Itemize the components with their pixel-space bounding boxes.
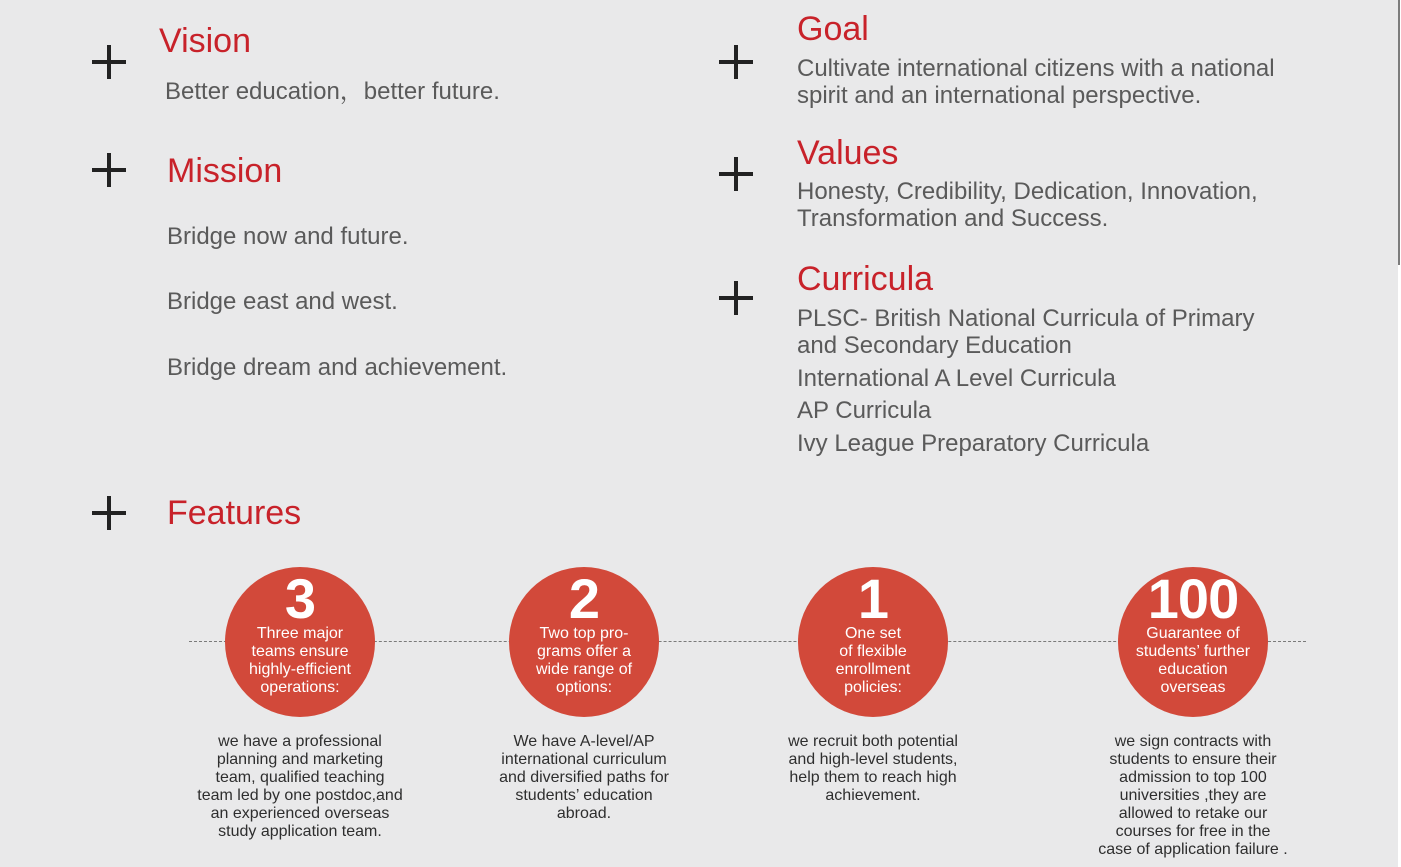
curricula-heading: Curricula: [797, 260, 934, 298]
curricula-line: and Secondary Education: [797, 332, 1072, 359]
feature-description: we recruit both potential and high-level students, help them to reach high achievement.: [788, 733, 958, 804]
goal-text-line: spirit and an international perspective.: [797, 82, 1202, 109]
values-text-line: Honesty, Credibility, Dedication, Innovation,: [797, 178, 1258, 205]
curricula-line: International A Level Curricula: [797, 365, 1116, 392]
feature-circle: [509, 567, 659, 717]
plus-icon: [92, 496, 126, 530]
feature-description: we sign contracts with students to ensure their admission to top 100 universities ,they are allowed to retake our courses for free in the case of application failure .: [1098, 733, 1288, 858]
values-text-line: Transformation and Success.: [797, 205, 1109, 232]
vision-text: Better education，better future.: [165, 78, 500, 105]
mission-heading: Mission: [167, 152, 283, 190]
feature-caption: Two top pro- grams offer a wide range of options:: [535, 625, 633, 696]
plus-icon: [92, 45, 126, 79]
features-heading: Features: [167, 494, 302, 532]
values-heading: Values: [797, 134, 899, 172]
feature-number: 100: [1147, 567, 1239, 630]
feature-circle: [1118, 567, 1268, 717]
vision-heading: Vision: [159, 22, 251, 60]
feature-description: we have a professional planning and marketing team, qualified teaching team led by one postdoc,and an experienced overseas study application team.: [197, 733, 403, 840]
plus-icon: [92, 153, 126, 187]
feature-number: 3: [284, 567, 316, 630]
feature-number: 1: [857, 567, 889, 630]
mission-item: Bridge dream and achievement.: [167, 354, 508, 381]
feature-circle: [225, 567, 375, 717]
goal-heading: Goal: [797, 10, 869, 48]
feature-description: We have A-level/AP international curriculum and diversified paths for students’ education abroad.: [499, 733, 669, 822]
plus-icon: [719, 157, 753, 191]
goal-text-line: Cultivate international citizens with a national: [797, 55, 1275, 82]
feature-circle: [798, 567, 948, 717]
mission-item: Bridge east and west.: [167, 288, 398, 315]
plus-icon: [719, 281, 753, 315]
feature-caption: Guarantee of students’ further education overseas: [1135, 625, 1251, 696]
curricula-line: Ivy League Preparatory Curricula: [797, 430, 1150, 457]
feature-caption: One set of flexible enrollment policies:: [835, 625, 911, 696]
feature-number: 2: [568, 567, 600, 630]
curricula-line: PLSC- British National Curricula of Primary: [797, 305, 1255, 332]
plus-icon: [719, 45, 753, 79]
feature-caption: Three major teams ensure highly-efficient operations:: [249, 625, 351, 696]
mission-item: Bridge now and future.: [167, 223, 409, 250]
curricula-line: AP Curricula: [797, 397, 932, 424]
